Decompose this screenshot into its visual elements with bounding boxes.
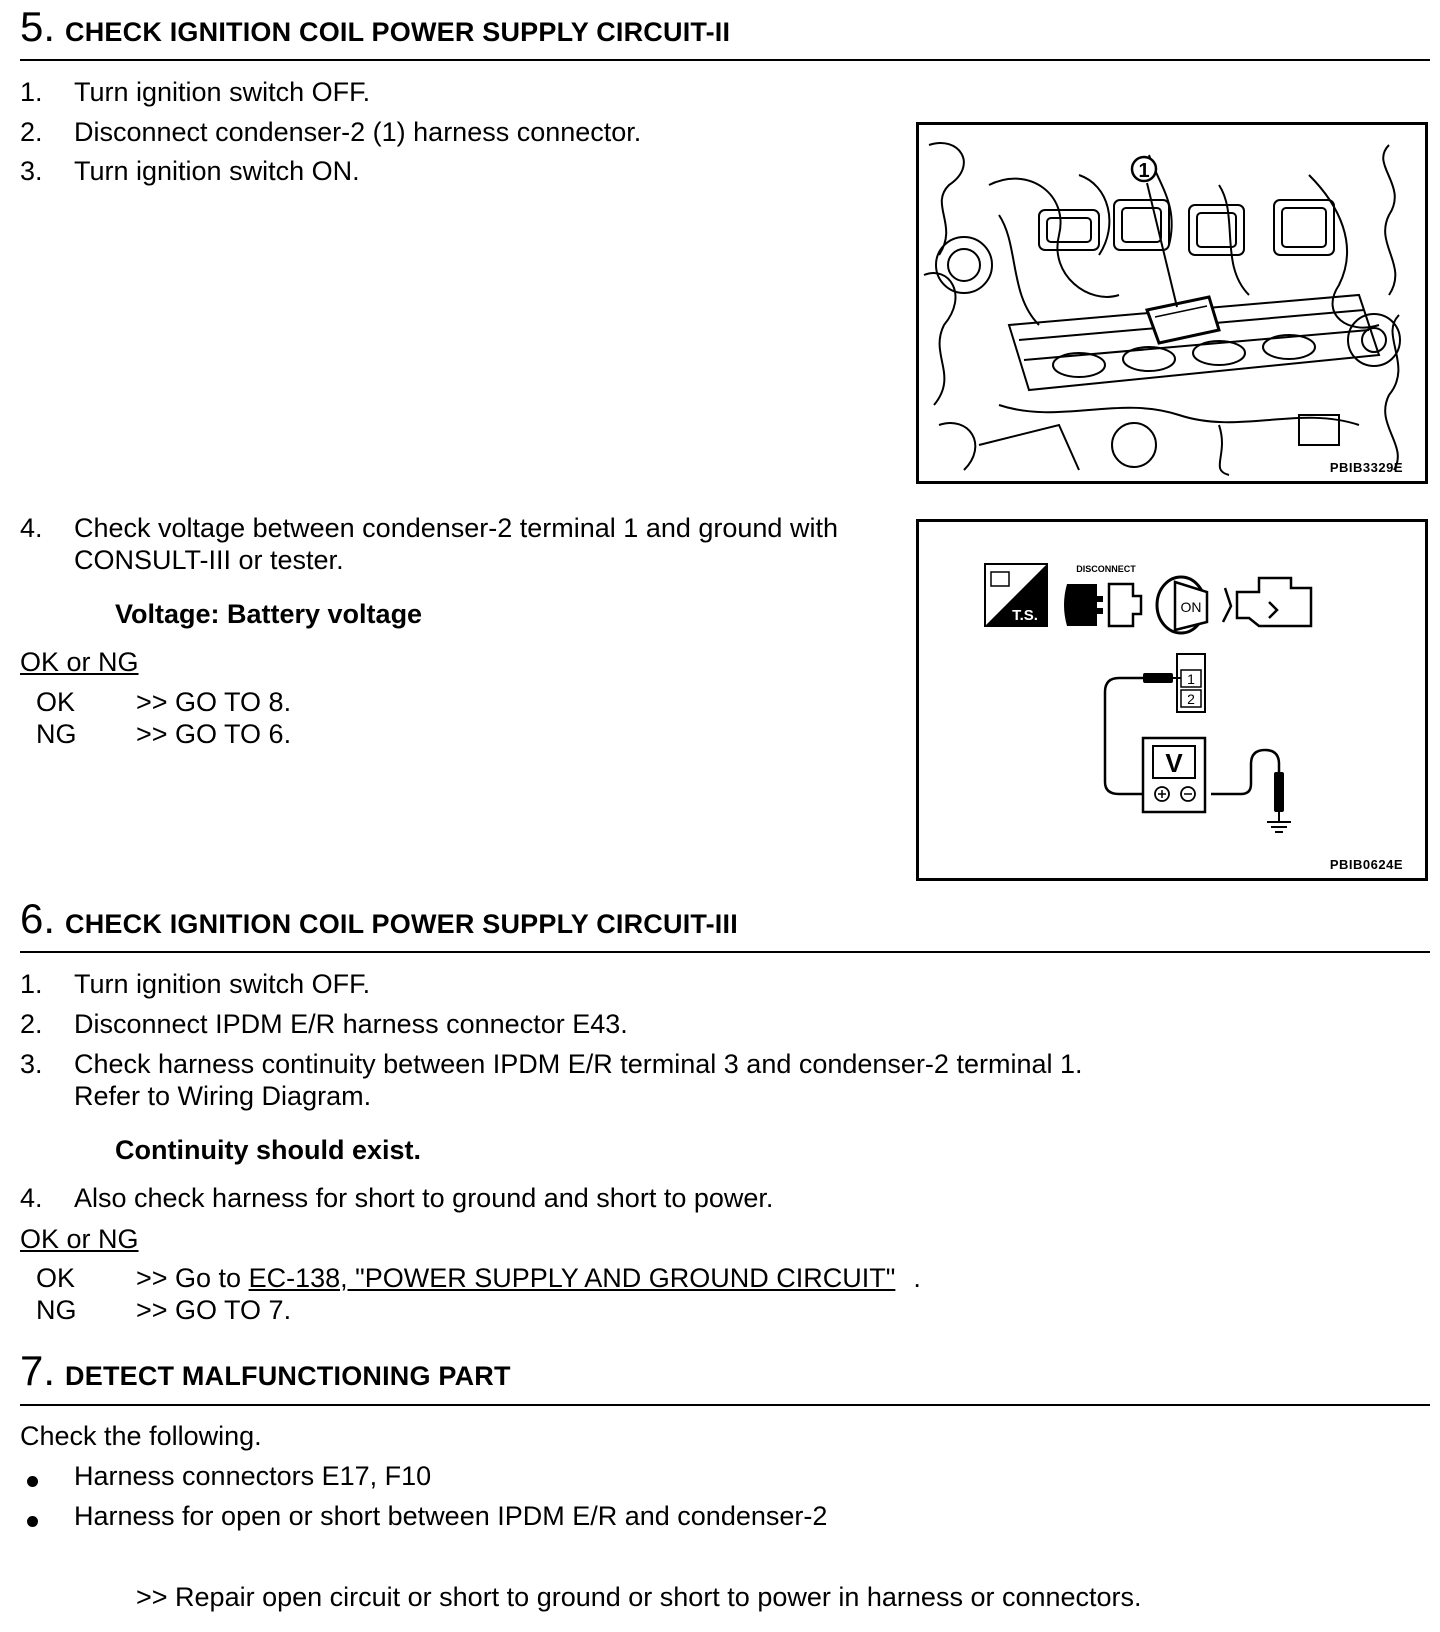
bullet-item: Harness for open or short between IPDM E/R and condenser-2 bbox=[74, 1501, 828, 1531]
voltmeter-icon bbox=[1143, 738, 1205, 812]
section-7-number: 7. bbox=[20, 1347, 56, 1394]
callout-number: 1 bbox=[1138, 160, 1150, 182]
step-text: Check harness continuity between IPDM E/R terminal 3 and condenser-2 terminal 1. bbox=[74, 1049, 1083, 1079]
step-number: 2. bbox=[20, 117, 43, 147]
ok-or-ng-label: OK or NG bbox=[20, 1224, 139, 1254]
step-text-continued: Refer to Wiring Diagram. bbox=[74, 1081, 372, 1111]
voltage-check-figure bbox=[916, 519, 1428, 881]
section-5-rule bbox=[20, 59, 1430, 61]
terminal-2-label: 2 bbox=[1187, 691, 1195, 707]
step-text: Check voltage between condenser-2 terminal 1 and ground with bbox=[74, 513, 838, 543]
result-prefix: >> Go to bbox=[136, 1263, 249, 1293]
result-suffix: . bbox=[913, 1263, 921, 1293]
negative-lead bbox=[1211, 750, 1279, 794]
result-value-ng: >> GO TO 6. bbox=[136, 719, 292, 749]
repair-action: >> Repair open circuit or short to ground or short to power in harness or connectors. bbox=[136, 1582, 1142, 1612]
voltage-check-drawing bbox=[919, 522, 1425, 878]
probe-tip-icon bbox=[1143, 673, 1173, 683]
bullet-icon bbox=[27, 1476, 38, 1487]
power-supply-reference-link[interactable]: EC-138, "POWER SUPPLY AND GROUND CIRCUIT" bbox=[248, 1263, 896, 1293]
step-text: Turn ignition switch OFF. bbox=[74, 969, 371, 999]
check-intro: Check the following. bbox=[20, 1421, 262, 1451]
step-text: Turn ignition switch OFF. bbox=[74, 77, 371, 107]
bullet-item: Harness connectors E17, F10 bbox=[74, 1461, 432, 1491]
ground-symbol-icon bbox=[1267, 822, 1291, 832]
step-text-continued: CONSULT-III or tester. bbox=[74, 545, 344, 575]
voltage-spec: Voltage: Battery voltage bbox=[115, 599, 423, 629]
result-key-ng: NG bbox=[36, 719, 77, 749]
ground-probe-icon bbox=[1274, 772, 1284, 812]
section-7-title: DETECT MALFUNCTIONING PART bbox=[65, 1361, 511, 1391]
ts-icon bbox=[985, 564, 1047, 626]
bullet-icon bbox=[27, 1516, 38, 1527]
step-number: 4. bbox=[20, 1183, 43, 1213]
svg-text:DISCONNECT: DISCONNECT bbox=[1076, 564, 1136, 574]
step-number: 1. bbox=[20, 969, 43, 999]
section-6-title: CHECK IGNITION COIL POWER SUPPLY CIRCUIT-III bbox=[65, 909, 738, 939]
continuity-spec: Continuity should exist. bbox=[115, 1135, 422, 1165]
svg-text:ON: ON bbox=[1180, 599, 1202, 615]
svg-text:T.S.: T.S. bbox=[1012, 607, 1038, 624]
engine-icon bbox=[1223, 578, 1311, 626]
section-7-rule bbox=[20, 1404, 1430, 1406]
result-key-ok: OK bbox=[36, 1263, 76, 1293]
engine-bay-drawing bbox=[919, 125, 1425, 481]
section-5-number: 5. bbox=[20, 3, 56, 50]
result-value-ok bbox=[136, 1262, 921, 1294]
section-7-heading bbox=[20, 1347, 511, 1394]
step-number: 4. bbox=[20, 513, 43, 543]
result-value-ok: >> GO TO 8. bbox=[136, 687, 292, 717]
step-text: Disconnect IPDM E/R harness connector E43. bbox=[74, 1009, 628, 1039]
terminal-1-label: 1 bbox=[1187, 671, 1195, 687]
section-6-number: 6. bbox=[20, 895, 56, 942]
step-number: 3. bbox=[20, 1049, 43, 1079]
section-5-title: CHECK IGNITION COIL POWER SUPPLY CIRCUIT-II bbox=[65, 17, 731, 47]
result-value-ng: >> GO TO 7. bbox=[136, 1295, 292, 1325]
figure-id: PBIB0624E bbox=[1329, 857, 1403, 872]
section-6-rule bbox=[20, 951, 1430, 953]
step-number: 1. bbox=[20, 77, 43, 107]
engine-bay-figure bbox=[916, 122, 1428, 484]
step-text: Disconnect condenser-2 (1) harness connector. bbox=[74, 117, 642, 147]
ok-or-ng-label: OK or NG bbox=[20, 647, 139, 677]
disconnect-icon bbox=[1064, 564, 1141, 626]
step-number: 3. bbox=[20, 156, 43, 186]
svg-text:V: V bbox=[1165, 748, 1183, 778]
result-key-ok: OK bbox=[36, 687, 76, 717]
result-key-ng: NG bbox=[36, 1295, 77, 1325]
section-5-heading bbox=[20, 3, 731, 50]
step-number: 2. bbox=[20, 1009, 43, 1039]
step-text: Turn ignition switch ON. bbox=[74, 156, 360, 186]
ignition-on-icon bbox=[1157, 577, 1207, 633]
figure-id: PBIB3329E bbox=[1329, 460, 1403, 475]
step-text: Also check harness for short to ground and short to power. bbox=[74, 1183, 774, 1213]
section-6-heading bbox=[20, 895, 738, 942]
